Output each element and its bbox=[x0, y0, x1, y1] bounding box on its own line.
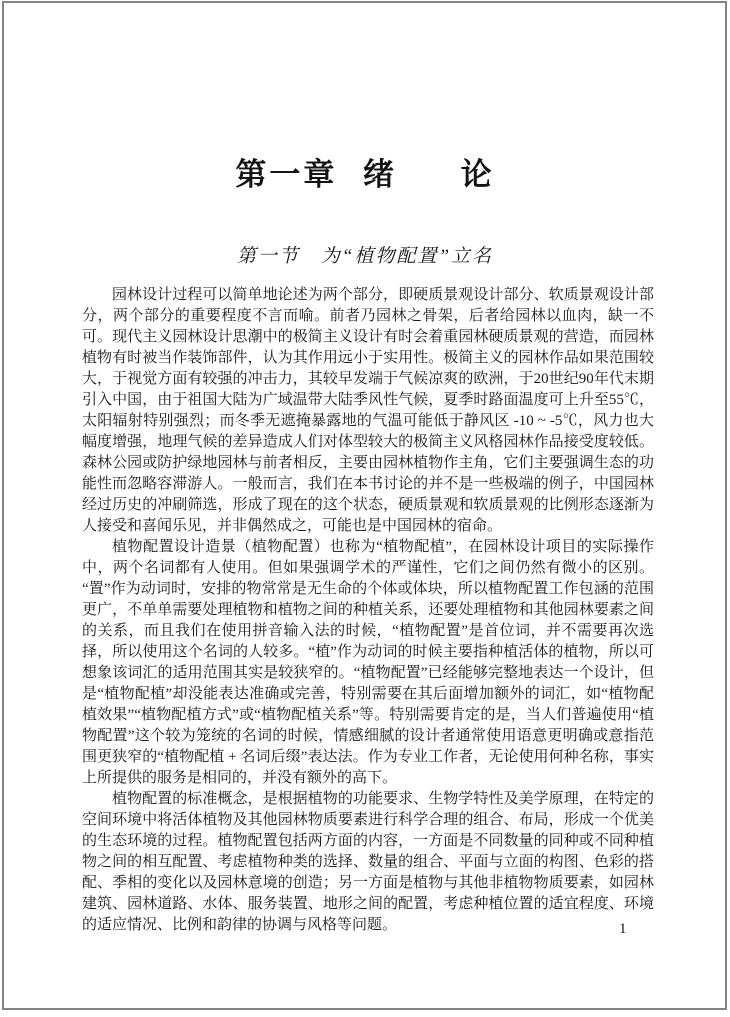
chapter-title-word-2: 论 bbox=[460, 157, 495, 192]
page-number: 1 bbox=[619, 921, 627, 937]
chapter-title bbox=[0, 149, 730, 194]
paragraph: 园林设计过程可以简单地论述为两个部分，即硬质景观设计部分、软质景观设计部分，两个部分的重要程度不言而喻。前者乃园林之骨架，后者给园林以血肉，缺一不可。现代主义园林设计思潮中的极简主义设计有时会着重园林硬质景观的营造，而园林植物有时被当作装饰部件，认为其作用远小于实用性。极简主义的园林作品如果范围较大，于视觉方面有较强的冲击力，其较早发端于气候凉爽的欧洲，于20世纪90年代末期引入中国，由于祖国大陆为广域温带大陆季风性气候，夏季时路面温度可上升至55℃，太阳辐射特别强烈；而冬季无遮掩暴露地的气温可能低于静风区 -10 ~ -5℃，风力也大幅度增强，地理气候的差异造成人们对体型较大的极简主义风格园林作品接受度较低。森林公园或防护绿地园林与前者相反，主要由园林植物作主角，它们主要强调生态的功能性而忽略容滞游人。一般而言，我们在本书讨论的并不是一些极端的例子，中国园林经过历史的冲刷筛选，形成了现在的这个状态，硬质景观和软质景观的比例形态逐渐为人接受和喜闻乐见，并非偶然成之，可能也是中国园林的宿命。 bbox=[82, 287, 654, 534]
body-text bbox=[82, 285, 654, 936]
section-title: 第一节 为“植物配置”立名 bbox=[236, 246, 494, 267]
chapter-title-word-1: 绪 bbox=[363, 157, 397, 192]
paragraph: 植物配置的标准概念，是根据植物的功能要求、生物学特性及美学原理，在特定的空间环境中将活体植物及其他园林物质要素进行科学合理的组合、布局，形成一个优美的生态环境的过程。植物配置包括两方面的内容，一方面是不同数量的同种或不同种植物之间的相互配置、考虑植物种类的选择、数量的组合、平面与立面的构图、色彩的搭配、季相的变化以及园林意境的创造；另一方面是植物与其他非植物物质要素，如园林建筑、园林道路、水体、服务装置、地形之间的配置，考虑种植位置的适宜程度、环境的适应情况、比例和韵律的协调与风格等问题。 bbox=[82, 791, 654, 933]
paragraph: 植物配置设计造景（植物配置）也称为“植物配植”，在园林设计项目的实际操作中，两个名词都有人使用。但如果强调学术的严谨性，它们之间仍然有微小的区别。“置”作为动词时，安排的物常常是无生命的个体或体块，所以植物配置工作包涵的范围更广，不单单需要处理植物和植物之间的种植关系，还要处理植物和其他园林要素之间的关系，而且我们在使用拼音输入法的时候，“植物配置”是首位词，并不需要再次选择，所以使用这个名词的人较多。“植”作为动词的时候主要指种植活体的植物，所以可想象该词汇的适用范围其实是较狭窄的。“植物配置”已经能够完整地表达一个设计，但是“植物配植”却没能表达准确或完善，特别需要在其后面增加额外的词汇，如“植物配植效果”“植物配植方式”或“植物配植关系”等。特别需要肯定的是，当人们普遍使用“植物配置”这个较为笼统的名词的时候，情感细腻的设计者通常使用语意更明确或意指范围更狭窄的“植物配植 + 名词后缀”表达法。作为专业工作者，无论使用何种名称，事实上所提供的服务是相同的，并没有额外的高下。 bbox=[82, 539, 654, 786]
chapter-title-number: 第一章 bbox=[235, 157, 338, 192]
